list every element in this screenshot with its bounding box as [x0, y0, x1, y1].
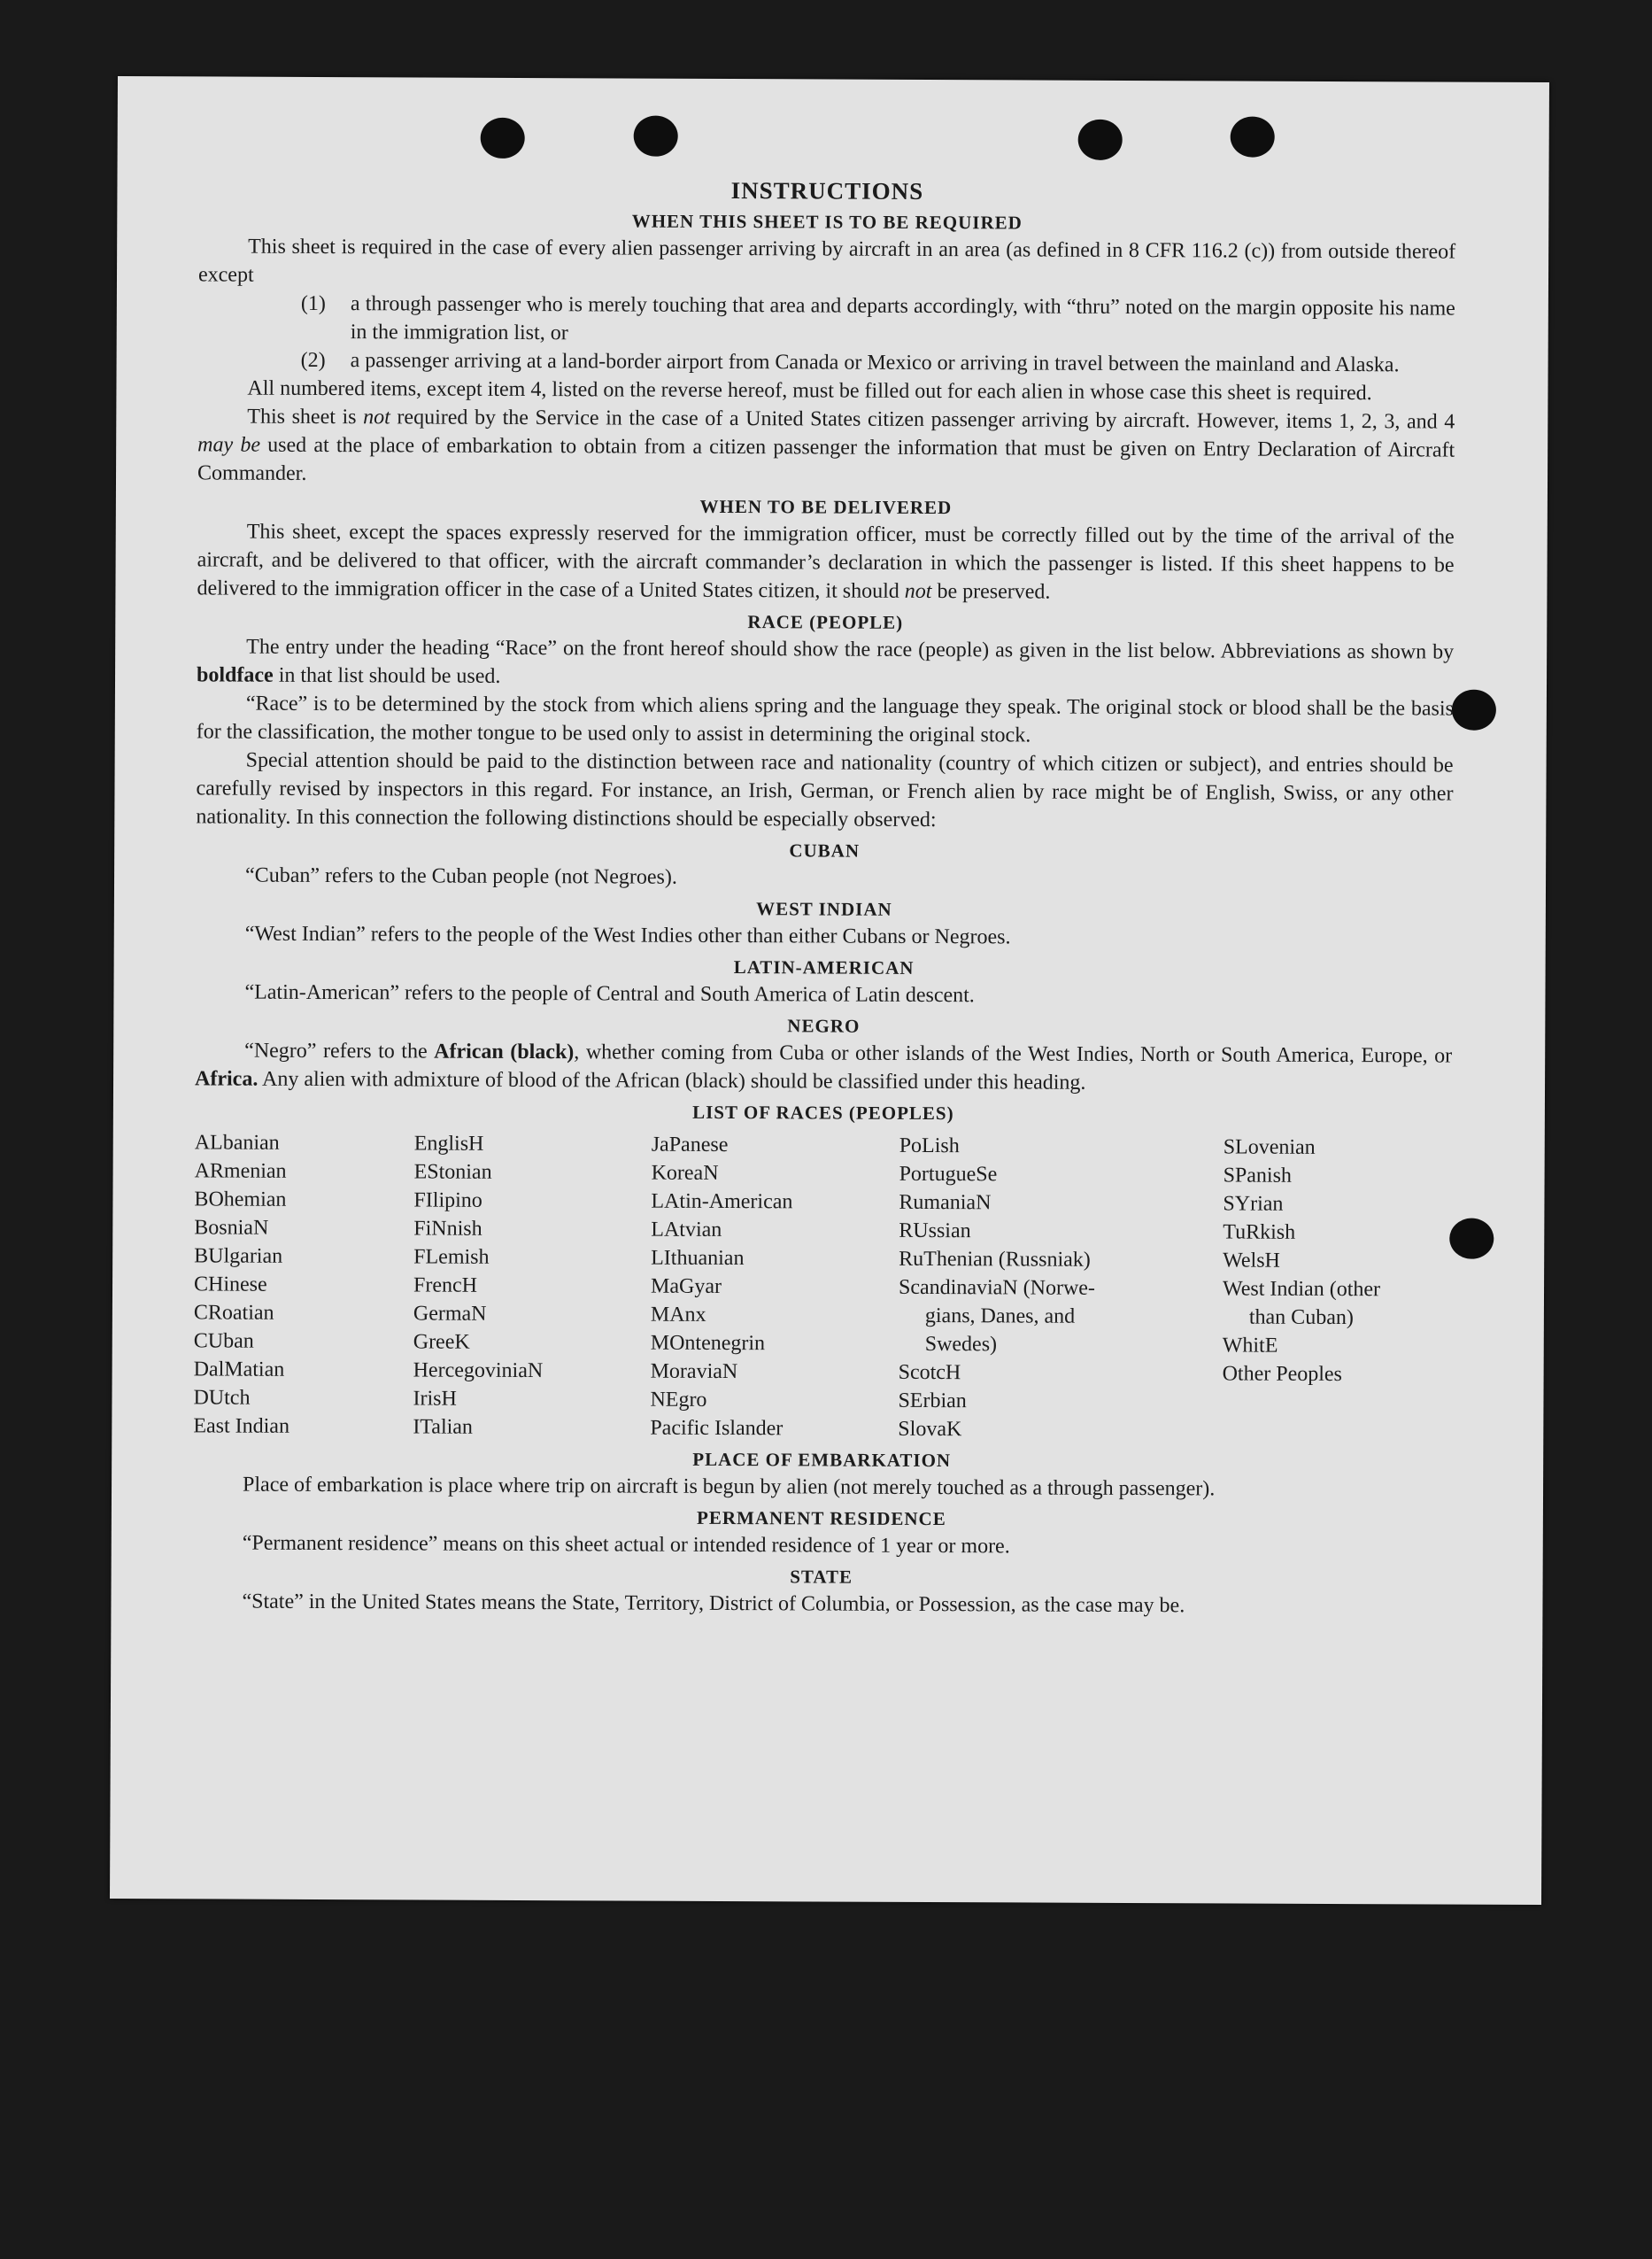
negro-text: “Negro” refers to the African (black), whether coming from Cuba or other islands of the West Indies, North or South America, Europe, or Africa. Any alien with admixture of blood of the African (black) should be classified under this heading. [195, 1039, 1453, 1095]
section-heading-residence: PERMANENT RESIDENCE [696, 1506, 946, 1530]
race-entry: CHinese [193, 1273, 267, 1296]
races-column-5 [1222, 1133, 1452, 1445]
race-entry: LAtvian [651, 1218, 722, 1242]
race-entry: SErbian [898, 1389, 967, 1413]
punch-hole [1078, 120, 1123, 160]
race-entry: KoreaN [651, 1161, 719, 1185]
race-entry: Other Peoples [1222, 1362, 1342, 1387]
race-entry: SLovenian [1223, 1135, 1316, 1159]
race-entry: IrisH [413, 1387, 457, 1411]
west-indian-text: “West Indian” refers to the people of the West Indies other than either Cubans or Negroes. [244, 922, 1011, 949]
section-heading-cuban: CUBAN [789, 839, 861, 862]
section-heading-west-indian: WEST INDIAN [756, 898, 892, 920]
race-entry: ALbanian [194, 1131, 280, 1155]
section-heading-required: WHEN THIS SHEET IS TO BE REQUIRED [631, 210, 1023, 234]
latin-american-text: “Latin-American” refers to the people of Central and South America of Latin descent. [244, 980, 975, 1008]
race-entry: RuThenian (Russniak) [899, 1247, 1091, 1272]
race-entry: WelsH [1223, 1249, 1280, 1273]
race-entry: BUlgarian [194, 1244, 283, 1268]
race-entry: RumaniaN [899, 1190, 992, 1215]
race-entry: SPanish [1223, 1164, 1293, 1188]
punch-hole [1449, 1218, 1494, 1259]
race-entry: BosniaN [194, 1216, 269, 1240]
race-entry: SYrian [1223, 1192, 1284, 1216]
race-entry: ScotcH [898, 1360, 961, 1385]
race-entry: DalMatian [193, 1358, 285, 1381]
section-heading-negro: NEGRO [787, 1015, 861, 1037]
race-para-1: The entry under the heading “Race” on the front hereof should show the race (people) as given in the list below. Abbreviations as shown by boldface in that list should be used. [196, 635, 1455, 688]
instructions-content [192, 174, 1455, 1621]
race-entry: HercegoviniaN [413, 1358, 544, 1383]
residence-text: “Permanent residence” means on this sheet actual or intended residence of 1 year or more. [242, 1531, 1010, 1559]
race-entry: FLemish [413, 1245, 490, 1269]
race-entry: JaPanese [651, 1133, 729, 1157]
races-column-4 [898, 1132, 1224, 1445]
race-entry: Pacific Islander [650, 1416, 784, 1441]
race-entry: BOhemian [194, 1188, 287, 1211]
required-para-3: This sheet is not required by the Service in the case of a United States citizen passenger arriving by aircraft. However, items 1, 2, 3, and 4 may be used at the place of embarkation to obtain from a citizen passenger the information that must be given on Entry Declaration of Aircraft Commander. [197, 405, 1455, 485]
section-heading-list-of-races: LIST OF RACES (PEOPLES) [692, 1101, 954, 1125]
race-entry: ARmenian [194, 1159, 287, 1183]
race-entry: GermaN [413, 1302, 487, 1326]
races-list [193, 1128, 1452, 1445]
race-entry: RUssian [899, 1218, 971, 1243]
section-heading-embarkation: PLACE OF EMBARKATION [692, 1448, 952, 1472]
race-entry: MOntenegrin [650, 1331, 766, 1356]
race-entry: PortugueSe [899, 1162, 998, 1187]
required-intro: This sheet is required in the case of every alien passenger arriving by aircraft in an area (as defined in 8 CFR 116.2 (c)) from outside thereof except [197, 235, 1456, 287]
race-entry: CRoatian [193, 1301, 274, 1325]
section-heading-latin-american: LATIN-AMERICAN [733, 956, 915, 979]
race-entry: ITalian [413, 1415, 474, 1439]
race-entry: NEgro [650, 1388, 707, 1412]
race-entry: FrencH [413, 1273, 478, 1297]
race-entry: FIlipino [413, 1188, 482, 1212]
race-entry: LIthuanian [651, 1246, 745, 1271]
page-title: INSTRUCTIONS [730, 177, 924, 205]
punch-hole [481, 118, 525, 159]
race-entry: EnglisH [413, 1132, 484, 1156]
item-number: (2) [300, 348, 326, 373]
state-text: “State” in the United States means the State, Territory, District of Columbia, or Possession, as the case may be. [242, 1590, 1185, 1618]
race-entry: TuRkish [1223, 1220, 1296, 1244]
section-heading-delivered: WHEN TO BE DELIVERED [699, 495, 953, 519]
race-entry: East Indian [193, 1414, 290, 1438]
races-column-2 [413, 1129, 652, 1442]
punch-hole [1452, 690, 1496, 731]
race-entry: ScandinaviaN (Norwe- [898, 1275, 1096, 1300]
race-entry: PoLish [899, 1133, 960, 1158]
embarkation-text: Place of embarkation is place where trip on aircraft is begun by alien (not merely touched as a through passenger). [243, 1473, 1216, 1501]
exception-item-2: (2) a passenger arriving at a land-border airport from Canada or Mexico or arriving in travel between the mainland and Alaska. [198, 345, 1455, 379]
race-entry: MoraviaN [650, 1359, 738, 1384]
race-entry: MAnx [650, 1303, 706, 1327]
race-entry: than Cuban) [1248, 1305, 1354, 1330]
race-entry: WhitE [1222, 1334, 1278, 1358]
race-entry: DUtch [193, 1386, 251, 1410]
section-heading-state: STATE [790, 1566, 853, 1588]
races-column-1 [193, 1128, 414, 1441]
race-entry: West Indian (other [1222, 1277, 1381, 1302]
exception-item-1: (1) a through passenger who is merely touching that area and departs accordingly, with “thru” noted on the margin opposite his name in the immigration list, or [198, 289, 1455, 351]
delivered-text: This sheet, except the spaces expressly reserved for the immigration officer, must be correctly filled out by the time of the arrival of the aircraft, and be delivered to that officer, with the aircraft commander’s declaration in which the passenger is listed. If this sheet happens to be delivered to the immigration officer in the case of a United States citizen, it should not be preserved. [197, 520, 1455, 604]
race-entry: FiNnish [413, 1217, 482, 1241]
section-heading-race: RACE (PEOPLE) [747, 611, 904, 633]
race-para-2: “Race” is to be determined by the stock from which aliens spring and the language they speak. The original stock or blood shall be the basis for the classification, the mother tongue to be used only to assist in determining the original stock. [196, 692, 1454, 747]
races-column-3 [650, 1131, 899, 1443]
race-entry: MaGyar [650, 1274, 722, 1298]
race-entry: EStonian [413, 1160, 492, 1184]
punch-hole [634, 116, 678, 157]
race-entry: gians, Danes, and [924, 1304, 1076, 1328]
cuban-text: “Cuban” refers to the Cuban people (not Negroes). [245, 863, 677, 889]
race-entry: GreeK [413, 1330, 470, 1354]
required-para-2: All numbered items, except item 4, listed on the reverse hereof, must be filled out for each alien in whose case this sheet is required. [247, 376, 1372, 406]
document-sheet [110, 76, 1549, 1905]
race-entry: LAtin-American [651, 1189, 793, 1214]
race-entry: SlovaK [898, 1417, 962, 1442]
race-para-3: Special attention should be paid to the distinction between race and nationality (country of which citizen or subject), and entries should be carefully revised by inspectors in this regard. For instance, an Irish, German, or French alien by race might be of English, Swiss, or any other nationality. In this connection the following distinctions should be especially observed: [196, 748, 1454, 832]
item-number: (1) [300, 291, 326, 316]
punch-hole [1231, 116, 1275, 157]
race-entry: CUban [193, 1329, 254, 1353]
race-entry: Swedes) [924, 1332, 998, 1357]
